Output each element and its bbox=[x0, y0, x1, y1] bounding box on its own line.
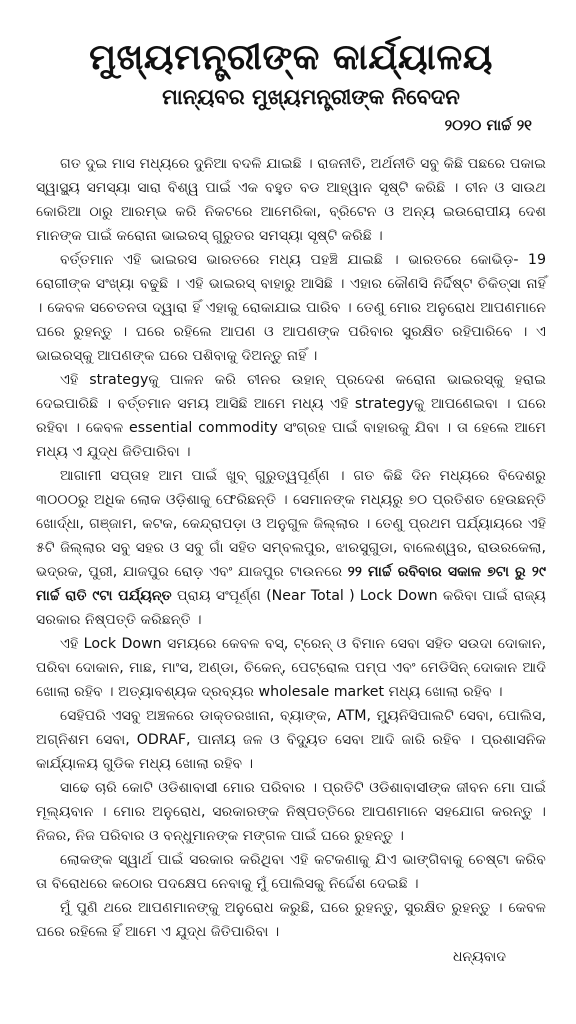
statement-subtitle: ମାନ୍ୟବର ମୁଖ୍ୟମନ୍ତ୍ରୀଙ୍କ ନିବେଦନ bbox=[162, 85, 460, 109]
signoff: ଧନ୍ୟବାଦ bbox=[452, 949, 506, 965]
statement-date: ୨୦୨୦ ମାର୍ଚ୍ଚ ୨୧ bbox=[444, 116, 532, 134]
lockdown-text-part1: ଆଗାମୀ ସପ୍ତାହ ଆମ ପାଇଁ ଖୁବ୍ ଗୁରୁତ୍ୱପୂର୍ଣ୍ଣ । ଗତ କିଛି ଦିନ ମଧ୍ୟରେ ବିଦେଶରୁ ୩୦୦୦ରୁ ଅଧିକ ଲୋକ ଓଡ଼ିଶାକୁ ଫେରିଛନ୍ତି । ସେମାନଙ୍କ ମଧ୍ୟରୁ ୭୦ ପ୍ରତିଶତ ହେଉଛନ୍ତି ଖୋର୍ଦ୍ଧା, ଗଞ୍ଜାମ, କଟକ, କେନ୍ଦ୍ରାପଡ଼ା ଓ ଅନୁଗୁଳ ଜିଲ୍ଲାର । ତେଣୁ ପ୍ରଥମ ପର୍ଯ୍ୟାୟରେ ଏହି ୫ଟି ଜିଲ୍ଲାର ସବୁ ସହର ଓ ସବୁ ଗାଁ ସହିତ ସମ୍ବଲପୁର, ଝାରସୁଗୁଡା, ବାଲେଶ୍ୱର, ରାଉରକେଲା, ଭଦ୍ରକ, ପୁରୀ, ଯାଜପୁର ରୋଡ଼ ଏବଂ ଯାଜପୁର ଟାଉନରେ bbox=[36, 468, 546, 580]
paragraph-virus-in-india: ବର୍ତ୍ତମାନ ଏହି ଭାଇରସ ଭାରତରେ ମଧ୍ୟ ପହଞ୍ଚି ଯାଇଛି । ଭାରତରେ କୋଭିଡ଼- 19 ରୋଗୀଙ୍କ ସଂଖ୍ୟା ବଢୁଛି । ଏହି ଭାଇରସ୍ ବାହାରୁ ଆସିଛି । ଏହାର କୌଣସି ନିର୍ଦ୍ଦିଷ୍ଟ ଚିକିତ୍ସା ନାହିଁ । କେବଳ ସଚେତନତା ଦ୍ୱାରା ହିଁ ଏହାକୁ ରୋକାଯାଇ ପାରିବ । ତେଣୁ ମୋର ଅନୁରୋଧ ଆପଣମାନେ ଘରେ ରୁହନ୍ତୁ । ଘରେ ରହିଲେ ଆପଣ ଓ ଆପଣଙ୍କ ପରିବାର ସୁରକ୍ଷିତ ରହିପାରିବେ । ଏ ଭାଇରସ୍‌କୁ ଆପଣଙ୍କ ଘରେ ପଶିବାକୁ ଦିଅନ୍ତୁ ନାହିଁ । bbox=[36, 252, 546, 364]
statement-body bbox=[36, 152, 546, 944]
paragraph-lockdown bbox=[36, 464, 546, 632]
lockdown-dates: ୨୨ ମାର୍ଚ୍ଚ ରବିବାର ସକାଳ ୭ଟା ରୁ ୨୯ ମାର୍ଚ୍ଚ ରାତି ୯ଟା ପର୍ଯ୍ୟନ୍ତ bbox=[36, 564, 546, 604]
paragraph-strategy: ଏହି strategyକୁ ପାଳନ କରି ଚୀନର ଉହାନ୍ ପ୍ରଦେଶ କରୋନା ଭାଇରସ୍‌କୁ ହରାଇ ଦେଇପାରିଛି । ବର୍ତ୍ତମାନ ସମୟ ଆସିଛି ଆମେ ମଧ୍ୟ ଏହି strategyକୁ ଆପଣେଇବା । ଘରେ ରହିବା । କେବଳ essential commodity ସଂଗ୍ରହ ପାଇଁ ବାହାରକୁ ଯିବା । ତା ହେଲେ ଆମେ ମଧ୍ୟ ଏ ଯୁଦ୍ଧ ଜିତିପାରିବା । bbox=[36, 372, 546, 460]
office-title: ମୁଖ୍ୟମନ୍ତ୍ରୀଙ୍କ କାର୍ଯ୍ୟାଳୟ bbox=[89, 37, 493, 78]
paragraph-closing: ମୁଁ ପୁଣି ଥରେ ଆପଣମାନଙ୍କୁ ଅନୁରୋଧ କରୁଛି, ଘରେ ରୁହନ୍ତୁ, ସୁରକ୍ଷିତ ରୁହନ୍ତୁ । କେବଳ ଘରେ ରହିଲେ ହିଁ ଆମେ ଏ ଯୁଦ୍ଧ ଜିତିପାରିବା । bbox=[36, 900, 546, 940]
lockdown-text-part2: ପ୍ରାୟ ସଂପୂର୍ଣ୍ଣ (Near Total ) Lock Down କରିବା ପାଇଁ ରାଜ୍ୟ ସରକାର ନିଷ୍ପତ୍ତି କରିଛନ୍ତି । bbox=[36, 588, 546, 628]
paragraph-essential-services: ସେହିପରି ଏସବୁ ଅଞ୍ଚଳରେ ଡାକ୍ତରଖାନା, ବ୍ୟାଙ୍କ, ATM, ମ୍ୟୁନିସିପାଲଟି ସେବା, ପୋଲିସ, ଅଗ୍ନିଶମ ସେବା, ODRAF, ପାନୀୟ ଜଳ ଓ ବିଦ୍ୟୁତ ସେବା ଆଦି ଜାରି ରହିବ । ପ୍ରଶାସନିକ କାର୍ଯ୍ୟାଳୟ ଗୁଡିକ ମଧ୍ୟ ଖୋଲା ରହିବ । bbox=[36, 708, 546, 772]
paragraph-global-situation: ଗତ ଦୁଇ ମାସ ମଧ୍ୟରେ ଦୁନିଆ ବଦଳି ଯାଇଛି । ରାଜନୀତି, ଅର୍ଥନୀତି ସବୁ କିଛି ପଛରେ ପକାଇ ସ୍ୱାସ୍ଥ୍ୟ ସମସ୍ୟା ସାରା ବିଶ୍ୱ ପାଇଁ ଏକ ବହୁତ ବଡ ଆହ୍ୱାନ ସୃଷ୍ଟି କରିଛି । ଚୀନ ଓ ସାଉଥ କୋରିଆ ଠାରୁ ଆରମ୍ଭ କରି ନିକଟରେ ଆମେରିକା, ବ୍ରିଟେନ ଓ ଅନ୍ୟ ଇଉରୋପୀୟ ଦେଶ ମାନଙ୍କ ପାଇଁ କରୋନା ଭାଇରସ୍ ଗୁରୁତର ସମସ୍ୟା ସୃଷ୍ଟି କରିଛି । bbox=[36, 156, 546, 244]
paragraph-appeal: ସାଢେ ଚାରି କୋଟି ଓଡିଶାବାସୀ ମୋର ପରିବାର । ପ୍ରତିଟି ଓଡିଶାବାସୀଙ୍କ ଜୀବନ ମୋ ପାଇଁ ମୂଲ୍ୟବାନ । ମୋର ଅନୁରୋଧ, ସରକାରଙ୍କ ନିଷ୍ପତ୍ତିରେ ଆପଣମାନେ ସହଯୋଗ କରନ୍ତୁ । ନିଜର, ନିଜ ପରିବାର ଓ ବନ୍ଧୁମାନଙ୍କ ମଙ୍ଗଳ ପାଇଁ ଘରେ ରୁହନ୍ତୁ । bbox=[36, 780, 546, 844]
paragraph-open-services: ଏହି Lock Down ସମୟରେ କେବଳ ବସ୍, ଟ୍ରେନ୍ ଓ ବିମାନ ସେବା ସହିତ ସଉଦା ଦୋକାନ, ପରିବା ଦୋକାନ, ମାଛ, ମାଂସ, ଅଣ୍ଡା, ଚିକେନ୍, ପେଟ୍ରୋଲ ପମ୍ପ ଏବଂ ମେଡିସିନ୍ ଦୋକାନ ଆଦି ଖୋଲା ରହିବ । ଅତ୍ୟାବଶ୍ୟକ ଦ୍ରବ୍ୟର wholesale market ମଧ୍ୟ ଖୋଲା ରହିବ । bbox=[36, 636, 546, 700]
paragraph-enforcement: ଲୋକଙ୍କ ସ୍ୱାର୍ଥ ପାଇଁ ସରକାର କରିଥିବା ଏହି କଟକଣାକୁ ଯିଏ ଭାଙ୍ଗିବାକୁ ଚେଷ୍ଟା କରିବ ତା ବିରୋଧରେ କଠୋର ପଦକ୍ଷେପ ନେବାକୁ ମୁଁ ପୋଲିସକୁ ନିର୍ଦ୍ଦେଶ ଦେଇଛି । bbox=[36, 852, 546, 892]
